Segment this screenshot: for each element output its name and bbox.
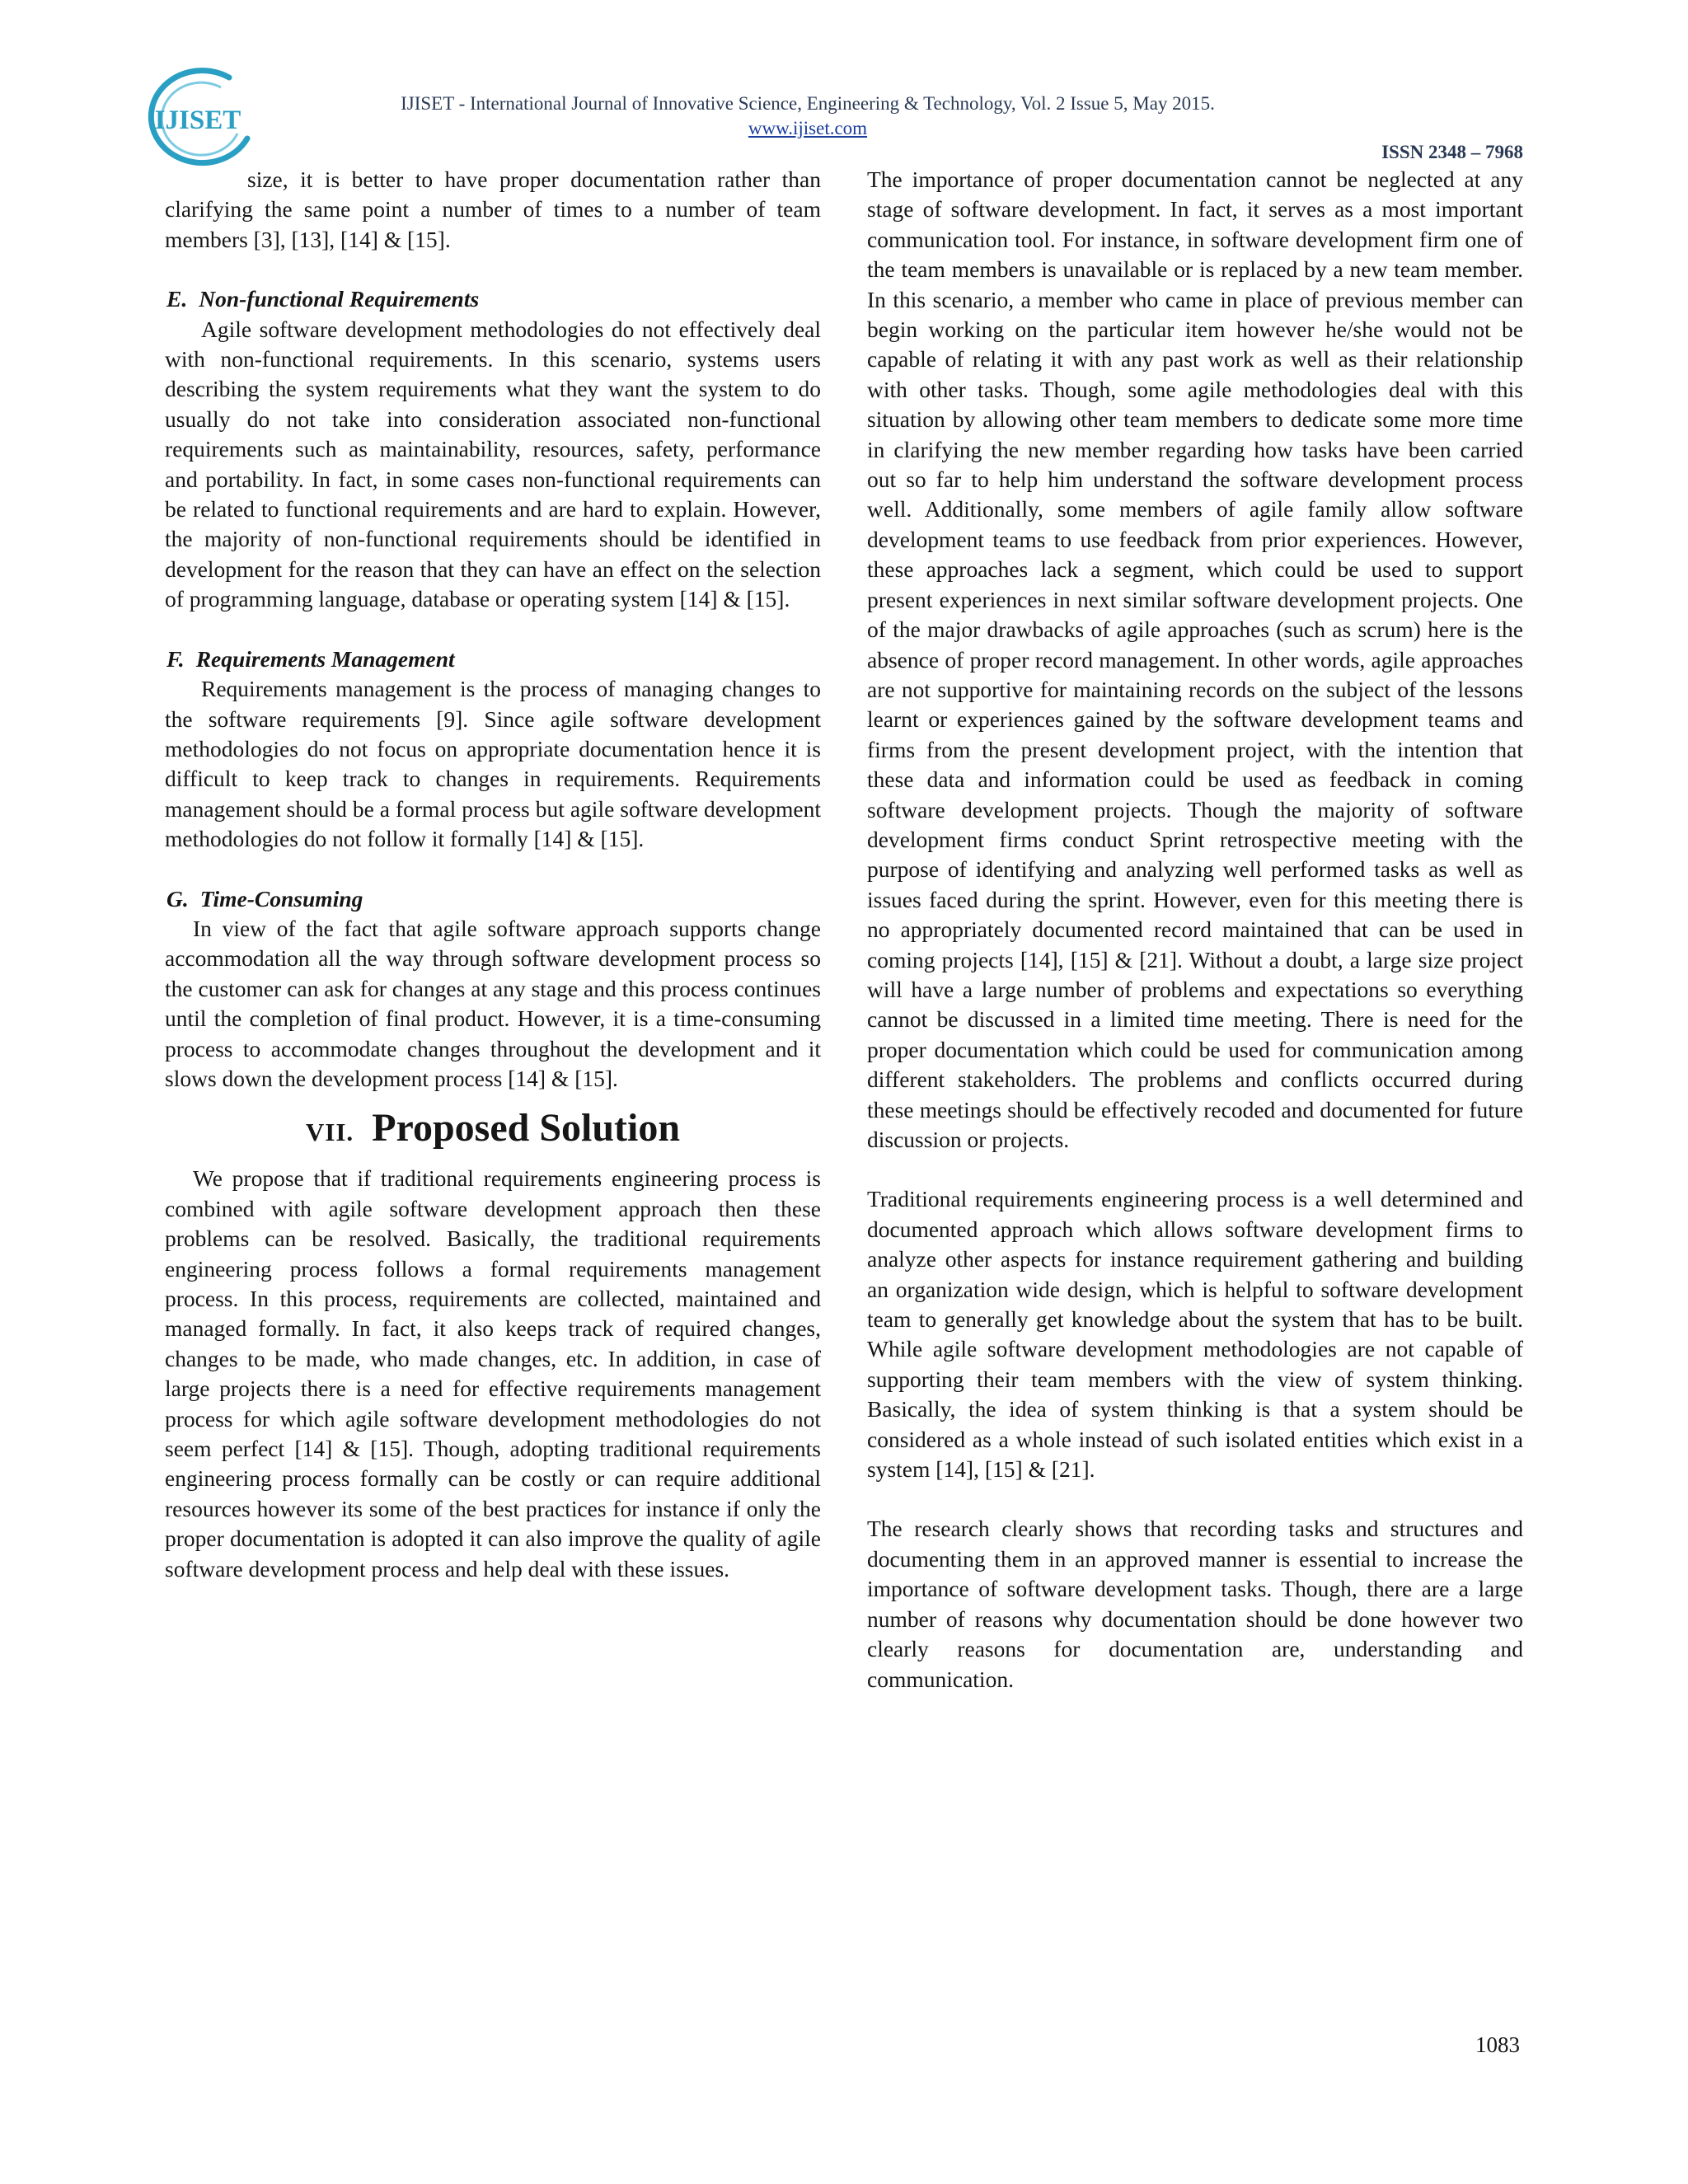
page-number: 1083 bbox=[1475, 2032, 1520, 2057]
section-body-f: Requirements management is the process of managing changes to the software requirements [9]. Since agile software development methodologies do not focus on appropriate documentation hence it is difficult to keep track to changes in requirements. Requirements management should be a formal process but agile software development methodologies do not follow it formally [14] & [15]. bbox=[165, 676, 821, 852]
paragraph-documentation-importance: The importance of proper documentation cannot be neglected at any stage of software development. In fact, it serves as a most important communication tool. For instance, in software development firm one of the team members is unavailable or is replaced by a new team member. In this scenario, a member who came in place of previous member can begin working on the particular item however he/she would not be capable of relating it with any past work as well as their relationship with other tasks. Though, some agile methodologies deal with this situation by allowing other team members to dedicate some more time in clarifying the new member regarding how tasks have been carried out so far to help him understand the software development process well. Additionally, some members of agile family allow software development teams to use feedback from prior experiences. However, these approaches lack a segment, which could be used to support present experiences in next similar software development projects. One of the major drawbacks of agile approaches (such as scrum) here is the absence of proper record management. In other words, agile approaches are not supportive for maintaining records on the subject of the lessons learnt or experiences gained by the software development teams and firms from the present development project, with the intention that these data and information could be used as feedback in coming software development projects. Though the majority of software development firms conduct Sprint retrospective meeting with the purpose of identifying and analyzing well performed tasks as well as issues faced during the sprint. However, even for this meeting there is no appropriately documented record maintained that can be used in coming projects [14], [15] & [21]. Without a doubt, a large size project will have a large number of problems and expectations so everything cannot be discussed in a limited time meeting. There is need for the proper documentation which could be used for communication among different stakeholders. The problems and conflicts occurred during these meetings should be effectively recoded and documented for future discussion or projects. bbox=[867, 166, 1523, 1152]
section-number: VII. bbox=[305, 1118, 354, 1147]
section-letter: F. bbox=[166, 645, 185, 672]
section-heading-e bbox=[165, 284, 821, 314]
journal-url-link[interactable]: www.ijiset.com bbox=[748, 118, 868, 138]
section-heading-f bbox=[165, 644, 821, 674]
left-column bbox=[165, 165, 821, 1584]
paragraph-continued: size, it is better to have proper documentation rather than clarifying the same point a number of times to a number of team members [3], [13], [14] & [15]. bbox=[165, 166, 821, 252]
paragraph-traditional-re: Traditional requirements engineering process is a well determined and documented approach which allows software development firms to analyze other aspects for instance requirement gathering and building an organization wide design, which is helpful to software development team to generally get knowledge about the system that has to be built. While agile software development methodologies are not capable of supporting their team members with the view of system thinking. Basically, the idea of system thinking is that a system should be considered as a whole instead of such isolated entities which exist in a system [14], [15] & [21]. bbox=[867, 1186, 1523, 1483]
journal-logo bbox=[138, 63, 262, 175]
ijiset-logo-icon bbox=[138, 63, 262, 175]
section-heading-vii bbox=[165, 1104, 821, 1157]
section-heading-g bbox=[165, 884, 821, 914]
section-body-g: In view of the fact that agile software approach supports change accommodation all the way through software development process so the customer can ask for changes at any stage and this process continues until the completion of final product. However, it is a time-consuming process to accommodate changes throughout the development and it slows down the development process [14] & [15]. bbox=[165, 915, 821, 1091]
section-letter: E. bbox=[166, 286, 188, 312]
svg-text:IJISET: IJISET bbox=[154, 105, 241, 135]
paragraph-research-documentation: The research clearly shows that recording tasks and structures and documenting them in an approved manner is essential to increase the importance of software development tasks. Though, there are a large number of reasons why documentation should be done however two clearly reasons for documentation are, understanding and communication. bbox=[867, 1516, 1523, 1692]
section-title: Non-functional Requirements bbox=[199, 286, 480, 312]
journal-citation: IJISET - International Journal of Innovative Science, Engineering & Technology, Vol. 2 Issue 5, May 2015. bbox=[401, 93, 1215, 114]
right-column bbox=[867, 165, 1523, 1694]
section-body-vii: We propose that if traditional requirements engineering process is combined with agile software development approach then these problems can be resolved. Basically, the traditional requirements engineering process follows a formal requirements management process. In this process, requirements are collected, maintained and managed formally. In fact, it also keeps track of required changes, changes to be made, who made changes, etc. In addition, in case of large projects there is a need for effective requirements management process for which agile software development methodologies do not seem perfect [14] & [15]. Though, adopting traditional requirements engineering process formally can be costly or can require additional resources however its some of the best practices for instance if only the proper documentation is adopted it can also improve the quality of agile software development process and help deal with these issues. bbox=[165, 1165, 821, 1582]
section-title: Requirements Management bbox=[195, 645, 455, 672]
issn-label: ISSN 2348 – 7968 bbox=[1381, 142, 1523, 162]
section-letter: G. bbox=[166, 885, 189, 912]
section-body-e: Agile software development methodologies do not effectively deal with non-functional requirements. In this scenario, systems users describing the system requirements what they want the system to do usually do not take into consideration associated non-functional requirements such as maintainability, resources, safety, performance and portability. In fact, in some cases non-functional requirements can be related to functional requirements and are hard to explain. However, the majority of non-functional requirements should be identified in development for the reason that they can have an effect on the selection of programming language, database or operating system [14] & [15]. bbox=[165, 316, 821, 612]
section-title: Proposed Solution bbox=[372, 1106, 681, 1151]
section-title: Time-Consuming bbox=[199, 885, 363, 912]
